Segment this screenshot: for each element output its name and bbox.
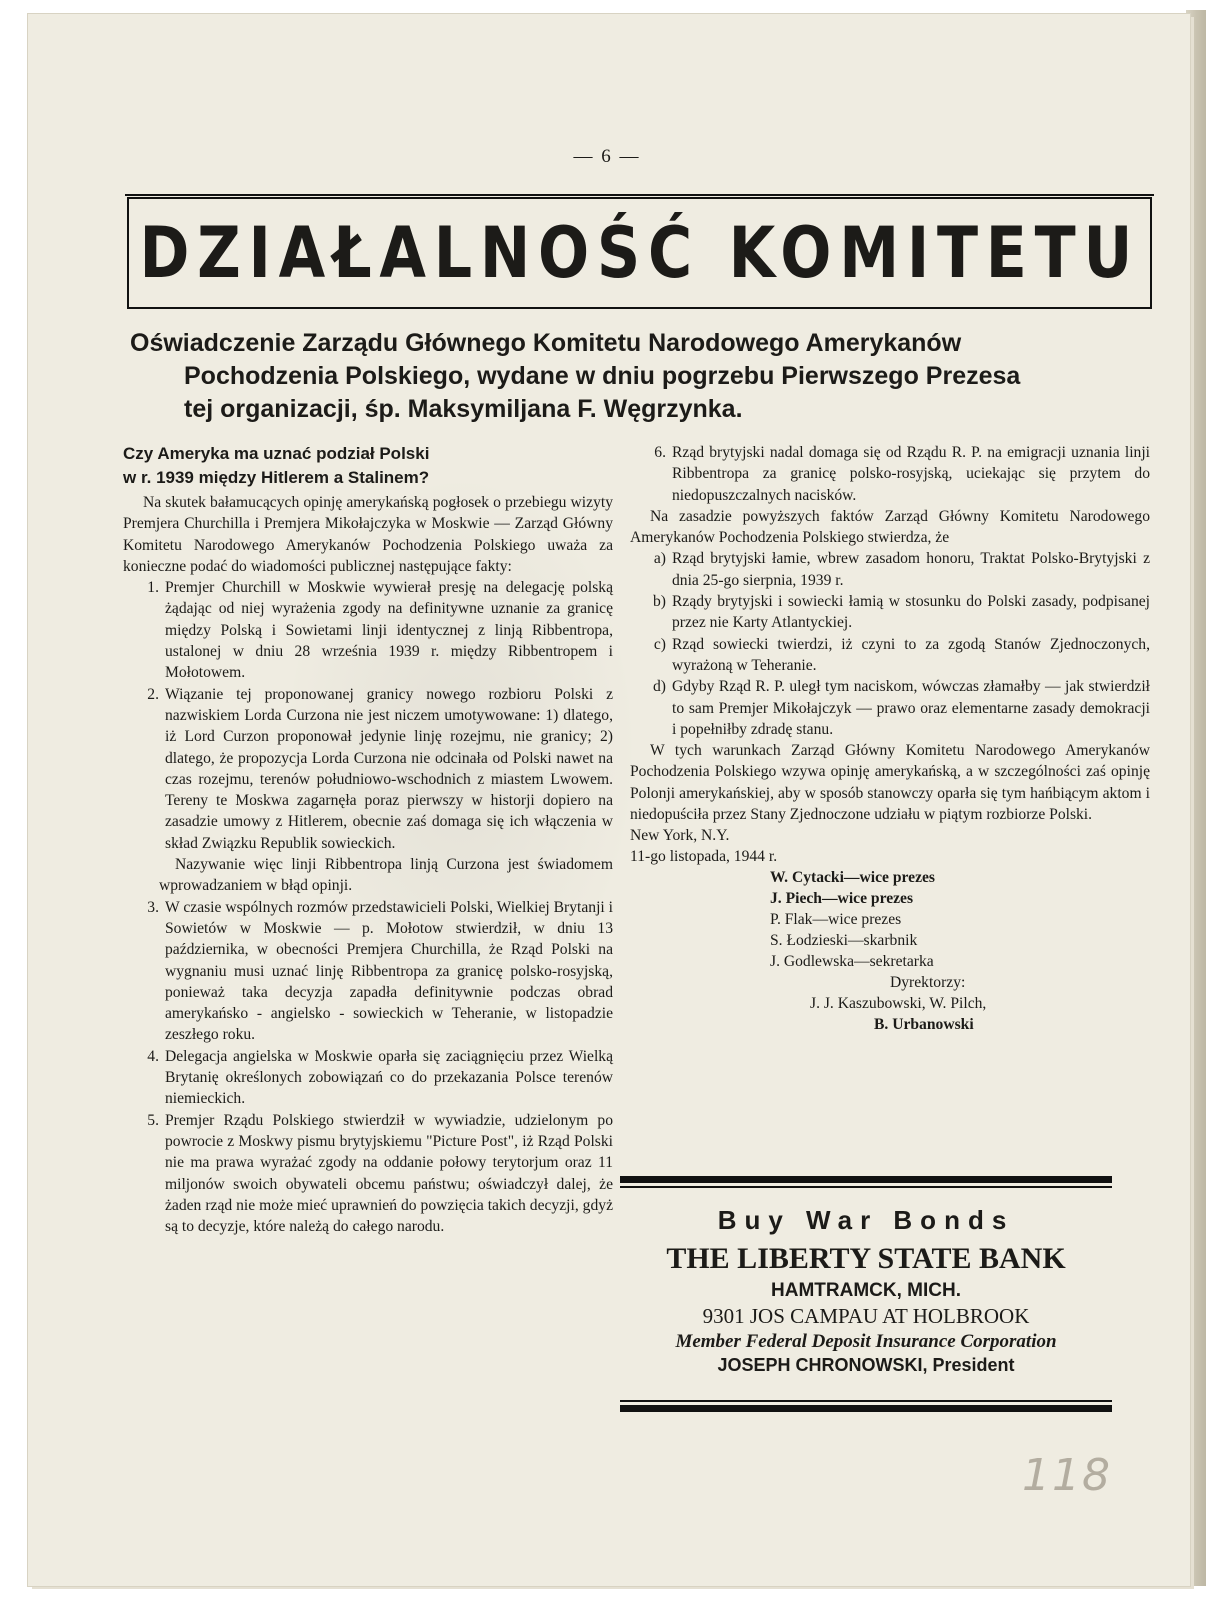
signature-block [630, 909, 1150, 972]
list-item [630, 548, 1150, 591]
item-text: Premjer Rządu Polskiego stwierdził w wywiadzie, udzielonym po powrocie z Moskwy pismu brytyjskiemu "Picture Post", iż Rząd Polski nie ma prawa wyrażać zgody na oddanie połowy terytorjum oraz 11 miljonów swoich obywateli obcemu państwu; oświadczył dalej, że żaden rząd nie może mieć uprawnień do powzięcia takich decyzji, gdyż są to decyzje, które należą do całego narodu. [165, 1111, 613, 1236]
item-number: 6. [654, 444, 666, 461]
left-column [123, 442, 613, 1237]
list-item [123, 897, 613, 1046]
item-text: Rząd sowiecki twierdzi, iż czyni to za zgodą Stanów Zjednoczonych, wyrażoną w Teheranie. [672, 635, 1150, 674]
subtitle-line: Pochodzenia Polskiego, wydane w dniu pogrzebu Pierwszego Prezesa [184, 362, 1021, 390]
date-line: 11-go listopada, 1944 r. [630, 848, 778, 866]
item-text: Rządy brytyjski i sowiecki łamią w stosunku do Polski zasady, podpisanej przez nie Karty Atlantyckiej. [672, 593, 1150, 632]
ad-bank-name: THE LIBERTY STATE BANK [666, 1242, 1066, 1275]
signatory: S. Łodzieski—skarbnik [770, 932, 918, 950]
ad-city: HAMTRAMCK, MICH. [771, 1280, 961, 1301]
page-title: DZIAŁALNOŚĆ KOMITETU [139, 212, 1140, 294]
item-number: 1. [147, 579, 159, 597]
list-item [630, 442, 1150, 506]
list-item [630, 634, 1150, 677]
question-line: Czy Ameryka ma uznać podział Polski [123, 444, 430, 463]
item-text: Rząd brytyjski łamie, wbrew zasadom honoru, Traktat Polsko-Brytyjski z dnia 25-go sierpnia, 1939 r. [672, 550, 1150, 589]
item-text: Wiązanie tej proponowanej granicy nowego rozbioru Polski z nazwiskiem Lorda Curzona nie jest niczem umotywowane: 1) dlatego, iż Lord Curzon proponował jedynie linję rozejmu, nie granicy; 2) dlatego, że propozycja Lorda Curzona nie odcinała od Polski nawet na czas rozejmu, terenów południowo-wschodnich z miastem Lwowem. Tereny te Moskwa zagarnęła poraz pierwszy w historji dopiero na zasadzie umowy z Hitlerem, obecnie zaś domaga się ich włączenia w skład Związku Republik sowieckich. [165, 685, 613, 852]
item-text: Premjer Churchill w Moskwie wywierał presję na delegację polską żądając od niej wyrażenia zgody na definitywne uznanie za granicę między Polską i Sowietami linji identycznej z linją Ribbentropa, ustalonej w dniu 28 września 1939 r. między Ribbentropem i Mołotowem. [165, 579, 613, 682]
list-item [123, 577, 613, 683]
signatory: J. Piech—wice prezes [770, 890, 914, 908]
signatory: J. Godlewska—sekretarka [770, 953, 934, 971]
ad-fdic-line: Member Federal Deposit Insurance Corporation [675, 1331, 1057, 1352]
item-number: 5. [147, 1111, 159, 1129]
appeal-paragraph: W tych warunkach Zarząd Główny Komitetu Narodowego Amerykanów Pochodzenia Polskiego wzywa opinję amerykańską, a w szczególności zaś opinję Polonji amerykańskiej, aby w sposób stanowczy oparła się tym hańbiącym aktom i niedopuściła przez Stany Zjednoczone udziału w piątym rozbiorze Polski. [630, 742, 1150, 824]
question-line: w r. 1939 między Hitlerem a Stalinem? [123, 468, 430, 487]
item-letter: a) [653, 550, 666, 568]
ad-president: JOSEPH CHRONOWSKI, President [717, 1355, 1015, 1375]
item-number: 3. [147, 898, 159, 916]
directors-names: J. J. Kaszubowski, W. Pilch, [810, 995, 987, 1013]
question-heading [123, 442, 613, 490]
list-item [123, 684, 613, 854]
page-number: — 6 — [573, 146, 641, 167]
item-note: Nazywanie więc linji Ribbentropa linją Curzona jest świadomem wprowadzaniem w błąd opinji. [159, 856, 613, 895]
item-text: Gdyby Rząd R. P. uległ tym naciskom, wówczas złamałby — jak stwierdził to sam Premjer Mikołajczyk — prawo oraz elementarne zasady demokracji i popełniłby zdradę stanu. [672, 678, 1150, 738]
item-number: 2. [147, 685, 159, 703]
item-text: Rząd brytyjski nadal domaga się od Rządu R. P. na emigracji uznania linji Ribbentropa za granicę polsko-rosyjską, uciekając się przytem do niedopuszczalnych nacisków. [672, 444, 1150, 504]
list-item [123, 1110, 613, 1238]
signatory: W. Cytacki—wice prezes [770, 869, 936, 887]
title-frame [127, 197, 1152, 309]
subtitle [130, 327, 1150, 426]
directors-names: B. Urbanowski [874, 1016, 974, 1034]
place-line: New York, N.Y. [630, 827, 730, 845]
ad-address: 9301 JOS CAMPAU AT HOLBROOK [702, 1304, 1030, 1328]
bank-advertisement [620, 1176, 1112, 1412]
item-text: Delegacja angielska w Moskwie oparła się zaciągnięciu przez Wielką Brytanię określonych zobowiązań co do przekazania Polsce terenów niemieckich. [165, 1047, 613, 1108]
signatory: P. Flak—wice prezes [770, 911, 902, 929]
item-letter: b) [653, 593, 666, 611]
intro-paragraph: Na skutek bałamucących opinję amerykańską pogłosek o przebiegu wizyty Premjera Churchilla i Premjera Mikołajczyka w Moskwie — Zarząd Główny Komitetu Narodowego Amerykanów Pochodzenia Polskiego uważa za konieczne podać do wiadomości publicznej następujące fakty: [123, 494, 613, 575]
subtitle-line: tej organizacji, śp. Maksymiljana F. Węgrzynka. [184, 395, 743, 423]
handwritten-page-number: 118 [1022, 1450, 1112, 1501]
item-text: W czasie wspólnych rozmów przedstawicieli Polski, Wielkiej Brytanji i Sowietów w Moskwie — p. Mołotow stwierdził, w dniu 13 października, w obecności Premjera Churchilla, że Rząd Polski na wygnaniu musi uznać linję Ribbentropa za granicę polsko-rosyjską, ponieważ taka decyzja zapadła definitywnie podczas obrad amerykańsko - angielsko - sowieckich w Teheranie, w listopadzie zeszłego roku. [165, 898, 613, 1044]
list-item [630, 676, 1150, 740]
item-letter: d) [653, 678, 666, 696]
directors-label: Dyrektorzy: [890, 974, 966, 992]
signature-block [630, 867, 1150, 909]
list-item [630, 591, 1150, 634]
conclusion-intro: Na zasadzie powyższych faktów Zarząd Główny Komitetu Narodowego Amerykanów Pochodzenia Polskiego stwierdza, że [630, 507, 1150, 547]
right-column [630, 442, 1150, 1035]
ad-slogan: Buy War Bonds [717, 1205, 1015, 1235]
item-number: 4. [147, 1047, 159, 1065]
subtitle-line: Oświadczenie Zarządu Głównego Komitetu Narodowego Amerykanów [130, 329, 962, 357]
list-item [123, 1046, 613, 1110]
item-letter: c) [653, 635, 666, 653]
